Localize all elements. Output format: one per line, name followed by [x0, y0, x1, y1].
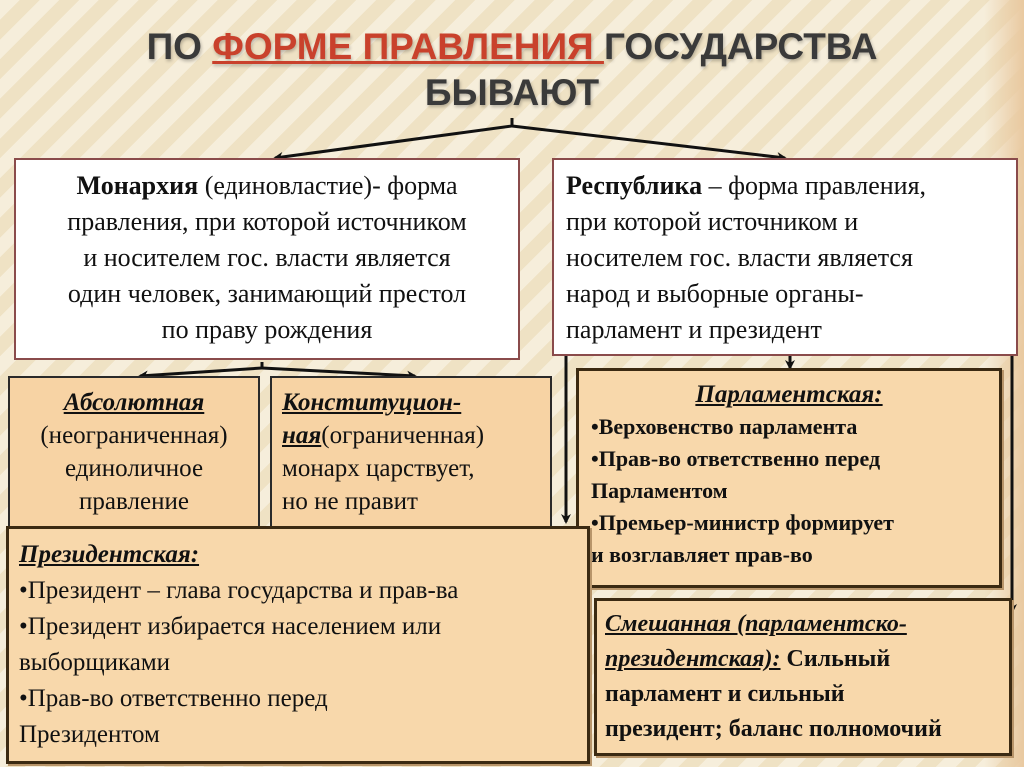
- monarchy-line: по праву рождения: [161, 315, 373, 344]
- constitutional-second-line: [282, 419, 540, 452]
- monarchy-first-line: [26, 168, 508, 204]
- republic-line: народ и выборные органы-: [566, 279, 864, 308]
- parliamentary-title: Парламентская:: [695, 381, 883, 408]
- arrow-to-absolute: [140, 362, 262, 376]
- monarchy-line: один человек, занимающий престол: [67, 279, 467, 308]
- title-part-2: ГОСУДАРСТВА: [603, 26, 878, 67]
- mixed-line: парламент и сильный: [605, 681, 845, 707]
- republic-box: [552, 158, 1018, 356]
- monarchy-box: [14, 158, 520, 360]
- constitutional-line: монарх царствует,: [282, 455, 475, 482]
- title-part-1: ПО: [146, 26, 213, 67]
- presidential-title: Президентская:: [19, 541, 200, 568]
- republic-first-line: [566, 168, 1004, 204]
- republic-rest: – форма правления,: [702, 171, 927, 200]
- parliamentary-bullet: •Верховенство парламента: [591, 414, 858, 439]
- absolute-line: правление: [79, 488, 189, 515]
- mixed-title: Смешанная (парламентско-: [605, 611, 907, 637]
- presidential-box: [6, 526, 590, 764]
- monarchy-term: Монархия: [76, 171, 199, 200]
- constitutional-rest: (ограниченная): [321, 422, 485, 449]
- absolute-box: [8, 376, 260, 530]
- mixed-line: президент; баланс полномочий: [605, 716, 942, 742]
- mixed-box: [594, 598, 1012, 756]
- constitutional-title: Конституцион-: [282, 389, 462, 416]
- presidential-bullet: выборщиками: [19, 649, 171, 676]
- arrow-to-constitutional: [262, 368, 415, 376]
- constitutional-title-end: ная: [282, 422, 322, 449]
- mixed-rest: Сильный: [780, 646, 891, 672]
- presidential-bullet: Президентом: [19, 721, 160, 748]
- republic-line: парламент и президент: [566, 315, 822, 344]
- presidential-bullet: •Прав-во ответственно перед: [19, 685, 328, 712]
- mixed-second-line: [605, 642, 1001, 677]
- title-highlight: ФОРМЕ ПРАВЛЕНИЯ: [212, 26, 604, 67]
- mixed-title-end: президентская):: [605, 646, 781, 672]
- monarchy-line: правления, при которой источником: [67, 207, 467, 236]
- absolute-line: единоличное: [64, 455, 204, 482]
- parliamentary-bullet: •Премьер-министр формирует: [591, 510, 894, 535]
- constitutional-box: [270, 376, 552, 530]
- monarchy-line: и носителем гос. власти является: [83, 243, 451, 272]
- parliamentary-bullet: Парламентом: [591, 478, 728, 503]
- absolute-line: (неограниченная): [40, 422, 228, 449]
- parliamentary-bullet: •Прав-во ответственно перед: [591, 446, 881, 471]
- presidential-bullet: •Президент избирается населением или: [19, 613, 442, 640]
- monarchy-rest: (единовластие)- форма: [198, 171, 458, 200]
- republic-line: носителем гос. власти является: [566, 243, 913, 272]
- presidential-bullet: •Президент – глава государства и прав-ва: [19, 577, 459, 604]
- parliamentary-box: [576, 368, 1002, 588]
- republic-line: при которой источником и: [566, 207, 859, 236]
- title-line-2: БЫВАЮТ: [424, 72, 600, 113]
- constitutional-line: но не правит: [282, 488, 418, 515]
- republic-term: Республика: [566, 171, 703, 200]
- arrow-to-republic: [512, 126, 785, 158]
- parliamentary-bullet: и возглавляет прав-во: [591, 542, 813, 567]
- absolute-title: Абсолютная: [63, 389, 205, 416]
- arrow-to-monarchy: [275, 118, 512, 158]
